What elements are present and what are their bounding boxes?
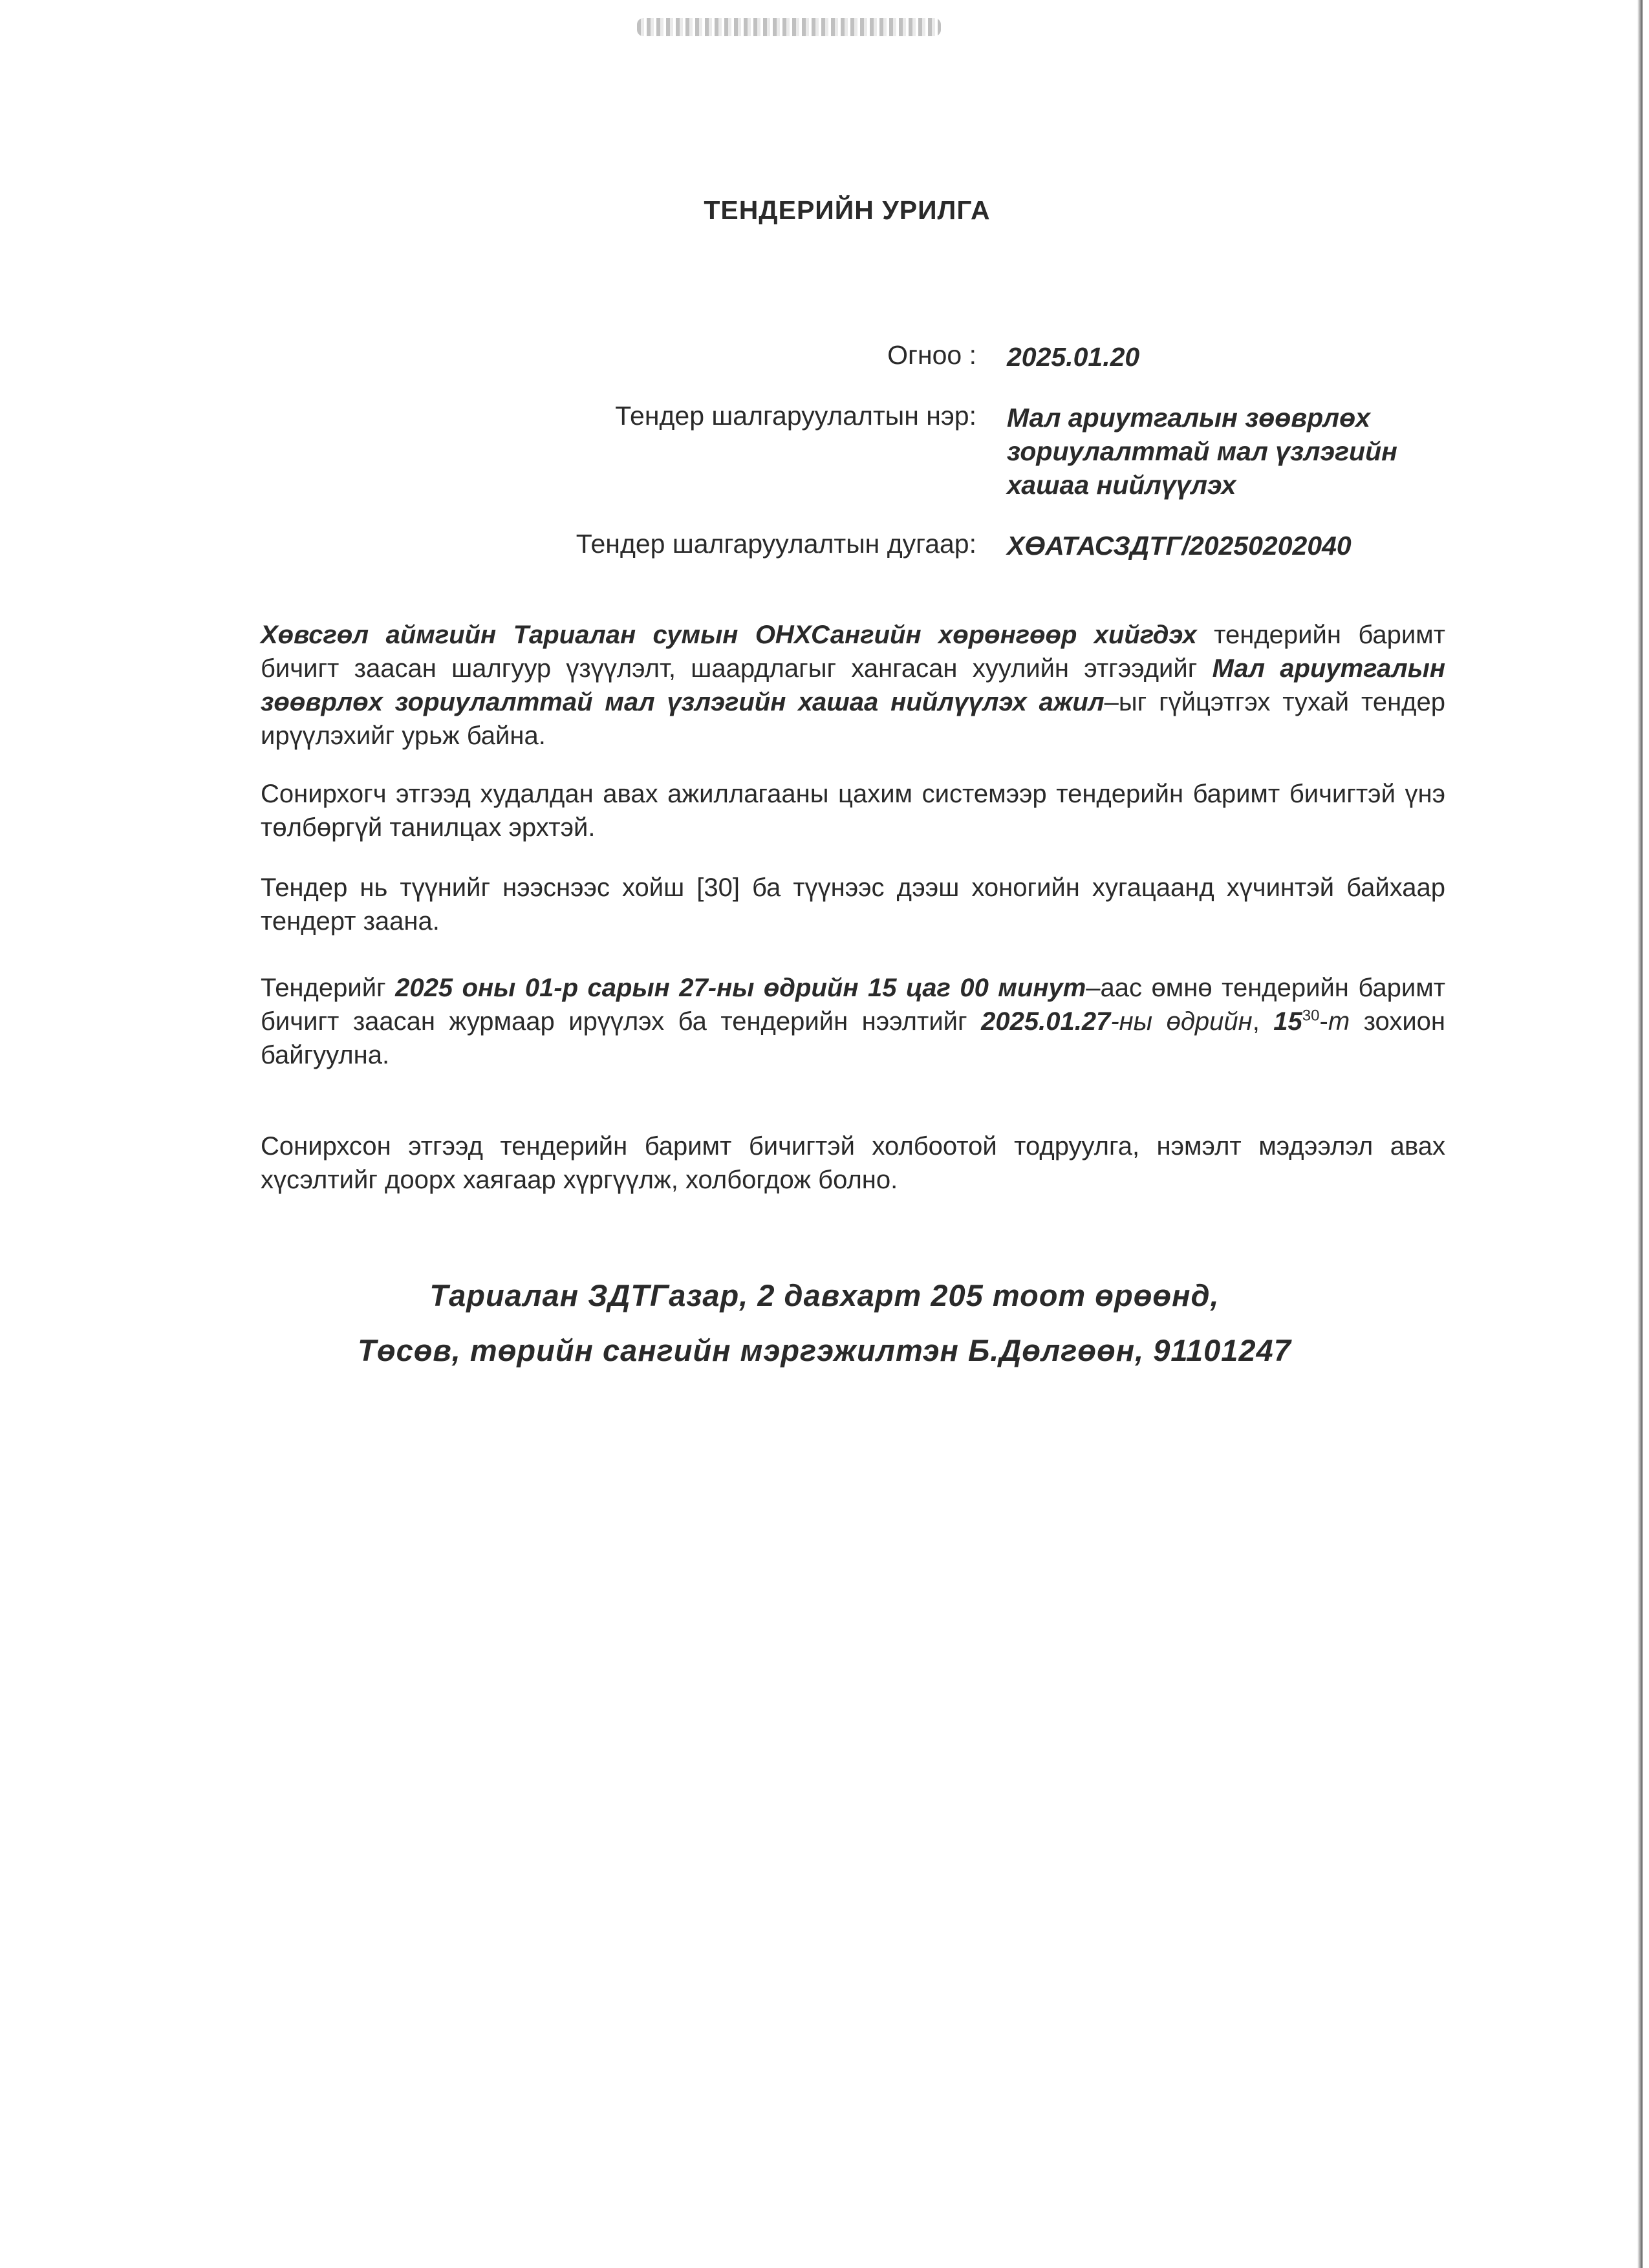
paragraph-deadline xyxy=(261,971,1445,1072)
paragraph-text: –ыг гүйцэтгэх тухай тендер ирүүлэхийг урьж байна. xyxy=(261,688,1445,750)
paragraph-validity: Тендер нь түүнийг нээснээс хойш [30] ба түүнээс дээш хоногийн хугацаанд хүчинтэй байхаар тендерт заана. xyxy=(261,873,1445,936)
paragraph-text: т xyxy=(1328,1007,1350,1036)
paragraph-text: зохион байгуулна. xyxy=(261,1007,1446,1069)
date-label: Огноо : xyxy=(887,340,976,370)
deadline-datetime: 2025 оны 01-р сарын 27-ны өдрийн 15 цаг 00 минут xyxy=(395,974,1086,1002)
contact-person: Төсөв, төрийн сангийн мэргэжилтэн Б.Дөлгөөн, 91101247 xyxy=(358,1333,1291,1367)
scan-edge xyxy=(1637,0,1643,2268)
page-title: ТЕНДЕРИЙН УРИЛГА xyxy=(704,195,991,225)
tender-number-value: ХӨАТАСЗДТГ/20250202040 xyxy=(1007,531,1352,561)
funding-source: Хөвсгөл аймгийн Тариалан сумын ОНХСангийн хөрөнгөөр хийгдэх xyxy=(261,621,1197,649)
tender-number-label: Тендер шалгаруулалтын дугаар: xyxy=(576,529,976,559)
scan-artifact xyxy=(637,18,941,36)
paragraph-inquiry: Сонирхсон этгээд тендерийн баримт бичигтэй холбоотой тодруулга, нэмэлт мэдээлэл авах хүсэлтийг доорх хаягаар хүргүүлж, холбогдож болно. xyxy=(261,1132,1445,1194)
tender-name-label: Тендер шалгаруулалтын нэр: xyxy=(615,401,976,431)
paragraph-text: -ны өдрийн xyxy=(1110,1007,1253,1036)
opening-date: 2025.01.27 xyxy=(981,1007,1111,1036)
paragraph-invitation xyxy=(261,618,1445,753)
paragraph-text: тендерийн баримт бичигт заасан шалгуур үзүүлэлт, шаардлагыг хангасан хуулийн этгээдийг xyxy=(261,621,1445,683)
opening-minute: 30 xyxy=(1302,1007,1320,1025)
paragraph-text: Тендерийг xyxy=(261,974,396,1002)
opening-hour: 15 xyxy=(1273,1007,1302,1036)
paragraph-text: –аас өмнө тендерийн баримт бичигт заасан журмаар ирүүлэх ба тендерийн нээлтийг xyxy=(261,974,1446,1036)
contact-address: Тариалан ЗДТГазар, 2 давхарт 205 тоот өрөөнд, xyxy=(429,1278,1220,1312)
paragraph-text: - xyxy=(1319,1007,1328,1036)
work-title: Мал ариутгалын зөөврлөх зориулалттай мал үзлэгийн хашаа нийлүүлэх ажил xyxy=(261,654,1445,716)
tender-name-value: Мал ариутгалын зөөврлөх зориулалттай мал үзлэгийн хашаа нийлүүлэх xyxy=(1007,403,1397,500)
date-value: 2025.01.20 xyxy=(1007,342,1140,372)
paragraph-access: Сонирхогч этгээд худалдан авах ажиллагааны цахим системээр тендерийн баримт бичигтэй үнэ төлбөргүй танилцах эрхтэй. xyxy=(261,780,1445,842)
paragraph-text: , xyxy=(1252,1007,1274,1036)
